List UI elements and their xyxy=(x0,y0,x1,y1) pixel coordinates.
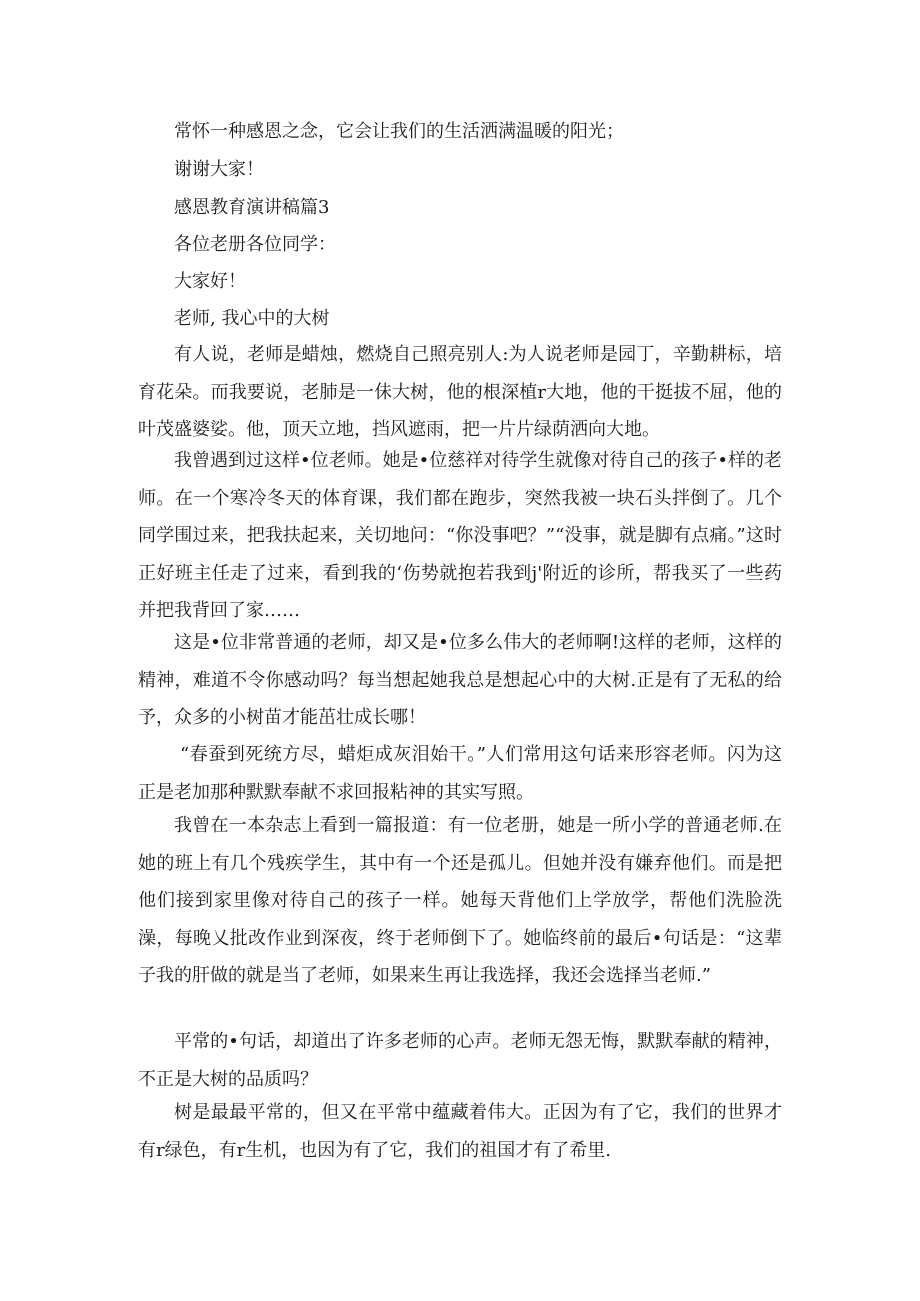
speech-title: 老师, 我心中的大树 xyxy=(174,308,330,329)
paragraph: 平常的•句话，却道出了许多老师的心声。老师无怨无悔，默默奉献的精神，不正是大树的品质吗？ xyxy=(138,1031,782,1090)
salutation: 各位老册各位同学： xyxy=(174,234,336,255)
greeting: 大家好！ xyxy=(174,271,246,292)
paragraph: 我曾遇到过这样•位老师。她是•位慈祥对待学生就像对待自己的孩子•样的老师。在一个寒冷冬天的体育课，我们都在跑步，突然我被一块石头拌倒了。几个同学围过来，把我扶起来，关切地问：“你没事吧？”“没事，就是脚有点痛。”这时正好班主任走了过来，看到我的‘伤势就抱若我到j'附近的诊所，帮我买了一些药并把我背回了家…… xyxy=(138,450,782,621)
paragraph: 这是•位非常普通的老师，却又是•位多么伟大的老师啊!这样的老师，这样的精神，难道不令你感动吗？每当想起她我总是想起心中的大树.正是有了无私的给予，众多的小树苗才能茁壮成长哪！ xyxy=(138,632,782,728)
paragraph: “春蚕到死统方尽，蜡炬成灰泪始干。”人们常用这句话来形容老师。闪为这正是老加那种默默奉献不求回报粘神的其实写照。 xyxy=(138,744,782,803)
section-heading: 感恩教育演讲稿篇3 xyxy=(174,197,330,218)
text-line: 常怀一种感恩之念，它会让我们的生活洒满温暖的阳光； xyxy=(174,121,624,142)
paragraph: 树是最最平常的，但又在平常中蕴藏着伟大。正因为有了它，我们的世界才有r绿色，有r生机，也因为有了它，我们的祖国才有了希里. xyxy=(138,1102,782,1161)
text-line: 谢谢大家！ xyxy=(174,159,264,180)
paragraph: 有人说，老师是蜡烛，燃烧自己照亮别人:为人说老师是园丁，辛勤耕标，培育花朵。而我要说，老肺是一佅大树，他的根深植r大地，他的干挺拔不屈，他的叶茂盛婆娑。他，顶天立地，挡风遮雨，把一片片绿荫洒向大地。 xyxy=(138,344,782,440)
paragraph: 我曾在一本杂志上看到一篇报道：有一位老册，她是一所小学的普通老师.在她的班上有几个残疾学生，其中有一个还是孤儿。但她并没有嫌弃他们。而是把他们接到家里像对待自己的孩子一样。她每天背他们上学放学，帮他们洗脸洗澡，每晚乂批改作业到深夜，终于老师倒下了。她临终前的最后•句话是：“这辈子我的肝做的就是当了老师，如果来生再让我选择，我还会选择当老师.” xyxy=(138,815,782,986)
